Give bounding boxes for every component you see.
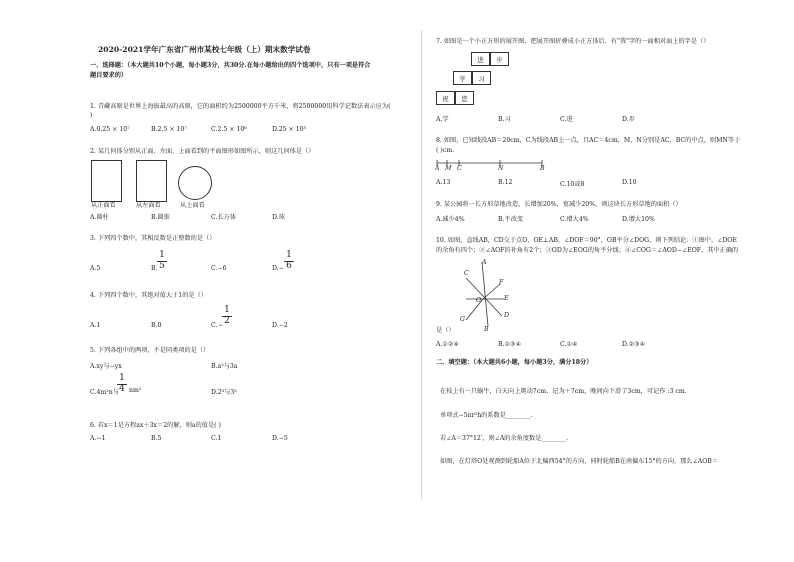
- q5-c-fraction: 1 4: [119, 373, 125, 394]
- section2-heading: 二、填空题：（本大题共6小题，每小题3分，满分18分）: [436, 359, 593, 366]
- q5-option-a[interactable]: A.xy与−yx: [90, 363, 122, 370]
- q10-stem-end: 是（）: [436, 327, 455, 334]
- front-view-rectangle: [91, 160, 122, 202]
- net-cell-nin: 您: [455, 91, 474, 105]
- q8-point-b: B: [540, 165, 545, 172]
- q5-option-c[interactable]: C.4m²n与: [90, 389, 119, 396]
- q9-stem: 9. 某公园将一长方形草地改造，长增加20%，宽减少20%，则这块长方形草地的面积（）: [436, 201, 682, 208]
- q3-d-fraction: 1 6: [286, 250, 292, 271]
- q5-c-tail: nm²: [129, 387, 142, 394]
- q3-option-a[interactable]: A.5: [90, 265, 101, 272]
- q9-option-b[interactable]: B.不改变: [498, 216, 524, 223]
- section1-heading-cont: 题目要求的）: [90, 72, 128, 79]
- q1-option-a[interactable]: A.0.25 × 10⁷: [90, 126, 130, 133]
- q3-stem: 3. 下列四个数中，其相反数是正整数的是（）: [90, 235, 216, 242]
- q14-text: 如图，在灯塔O处观测到轮船A位于北偏西54°的方向，同时轮船B在南偏东15°的方向，那么∠AOB＝: [440, 458, 719, 465]
- q8-option-a[interactable]: A.13: [436, 179, 451, 186]
- net-cell-zhu: 祝: [436, 91, 455, 105]
- q2-option-a[interactable]: A.圆柱: [90, 214, 109, 221]
- q3-option-d[interactable]: D.: [272, 265, 279, 272]
- q2-option-c[interactable]: C.长方体: [211, 214, 237, 221]
- q4-c-minus: −: [218, 322, 224, 329]
- net-cell-jin: 进: [471, 52, 490, 66]
- q7-option-b[interactable]: B.习: [498, 116, 511, 123]
- q8-option-c[interactable]: C.10或8: [560, 181, 585, 188]
- top-view-circle: [178, 166, 212, 200]
- exam-title: 2020-2021学年广东省广州市某校七年级（上）期末数学试卷: [98, 45, 311, 54]
- q1-stem-cont: ): [90, 112, 93, 119]
- q9-option-c[interactable]: C.增大4%: [560, 216, 589, 223]
- q5-stem: 5. 下列各组中的两项，不是同类项的是（）: [90, 347, 210, 354]
- q1-option-c[interactable]: C.2.5 × 10⁶: [211, 126, 247, 133]
- q10-option-b[interactable]: B.①③④: [498, 341, 522, 348]
- q4-option-a[interactable]: A.1: [90, 322, 101, 329]
- q3-option-c[interactable]: C.−6: [211, 265, 227, 272]
- q10-label-o: O: [476, 297, 482, 304]
- q2-label-top: 从上面看: [180, 202, 205, 209]
- q6-option-c[interactable]: C.1: [211, 435, 222, 442]
- q7-stem: 7. 如图是一个小正方形的展开图，把展开图折叠成小正方体后，有"我"字的一面相对面上的字是（）: [436, 38, 710, 45]
- q6-option-d[interactable]: D.−5: [272, 435, 288, 442]
- q11-text: 在枝上有一只蜗牛，白天向上爬动7cm，记为＋7cm，晚间向下滑了3cm，可记作 :3 cm.: [440, 388, 687, 395]
- q2-option-b[interactable]: B.圆锥: [151, 214, 170, 221]
- q10-label-e: E: [504, 295, 509, 302]
- q4-stem: 4. 下列四个数中，其绝对值大于1的是（）: [90, 292, 207, 299]
- q8-point-c: C: [457, 165, 462, 172]
- q8-stem: 8. 如图，已知线段AB＝20cm，C为线段AB上一点，且AC＝4cm，M，N分别是AC，BC的中点，则MN等于: [436, 137, 741, 144]
- q4-option-b[interactable]: B.0: [151, 322, 162, 329]
- q2-label-front: 从正面看: [91, 202, 116, 209]
- q4-c-fraction: 1 2: [224, 305, 230, 326]
- q10-stem: 10. 如图，直线AB，CD交于点O，OE⊥AB，∠DOF＝90°，OB平分∠DOG，则下列结论：①图中，∠DOE: [436, 237, 737, 244]
- q9-option-d[interactable]: D.增大10%: [622, 216, 655, 223]
- q4-option-d[interactable]: D.−2: [272, 322, 288, 329]
- q3-option-b[interactable]: B.: [151, 265, 158, 272]
- q3-b-fraction: 1 5: [159, 250, 165, 271]
- q8-option-d[interactable]: D.10: [622, 179, 637, 186]
- q10-label-g: G: [460, 316, 465, 323]
- q7-option-d[interactable]: D.步: [622, 116, 635, 123]
- column-divider: [421, 30, 422, 500]
- q1-option-d[interactable]: D.25 × 10⁵: [272, 126, 307, 133]
- q8-point-n: N: [498, 165, 504, 172]
- q8-stem-cont: ( )cm.: [436, 147, 455, 154]
- q8-point-m: M: [445, 165, 452, 172]
- q10-label-b: B: [484, 326, 489, 333]
- q5-option-d[interactable]: D.2³与3²: [211, 389, 237, 396]
- q2-label-side: 从左面看: [136, 202, 161, 209]
- q10-option-a[interactable]: A.①②④: [436, 341, 460, 348]
- q7-option-c[interactable]: C.进: [560, 116, 573, 123]
- side-view-rectangle: [136, 160, 167, 202]
- q10-stem-cont: 的余角有四个；②∠AOF的补角有2个；③OD为∠EOG的角平分线；④∠COG＝∠AOD−∠EOF，其中正确的: [436, 247, 739, 254]
- q10-label-c: C: [464, 270, 469, 277]
- q6-option-a[interactable]: A.−1: [90, 435, 106, 442]
- q9-option-a[interactable]: A.减少4%: [436, 216, 465, 223]
- net-cell-xi: 习: [472, 71, 491, 85]
- net-cell-xue: 学: [453, 71, 472, 85]
- q10-label-a: A: [482, 259, 487, 266]
- q2-option-d[interactable]: D.球: [272, 214, 285, 221]
- q2-stem: 2. 某几何体分别从正面、左面、上面看到的平面图形如图所示，则这几何体是（）: [90, 148, 315, 155]
- net-cell-bu: 步: [490, 52, 509, 66]
- q10-option-d[interactable]: D.②③④: [622, 341, 646, 348]
- q10-option-c[interactable]: C.①④: [560, 341, 578, 348]
- q1-stem: 1. 青藏高原是世界上海拔最高的高原，它的面积约为2500000平方千米，将2500000用科学记数法表示应为(: [90, 103, 391, 110]
- q8-option-b[interactable]: B.12: [498, 179, 513, 186]
- q8-point-a: A: [435, 165, 440, 172]
- q7-option-a[interactable]: A.学: [436, 116, 449, 123]
- section1-heading: 一、选择题：（本大题共10个小题，每小题3分，共30分.在每小题给出的四个选项中，只有一项是符合: [90, 62, 371, 69]
- q6-stem: 6. 若x＝1是方程ax＋3x＝2的解，则a的值是( ): [90, 422, 221, 429]
- q10-label-d: D: [504, 312, 509, 319]
- q1-option-b[interactable]: B.2.5 × 10⁷: [151, 126, 187, 133]
- q12-text: 单项式−5πr²h的系数是________.: [440, 412, 533, 419]
- q4-option-c[interactable]: C.: [211, 322, 218, 329]
- q5-option-b[interactable]: B.a²与3a: [211, 363, 238, 370]
- q6-option-b[interactable]: B.5: [151, 435, 162, 442]
- q3-d-minus: −: [279, 265, 285, 272]
- q13-text: 若∠A＝37°12′，则∠A的余角度数是________.: [440, 435, 569, 442]
- q10-label-f: F: [499, 279, 504, 286]
